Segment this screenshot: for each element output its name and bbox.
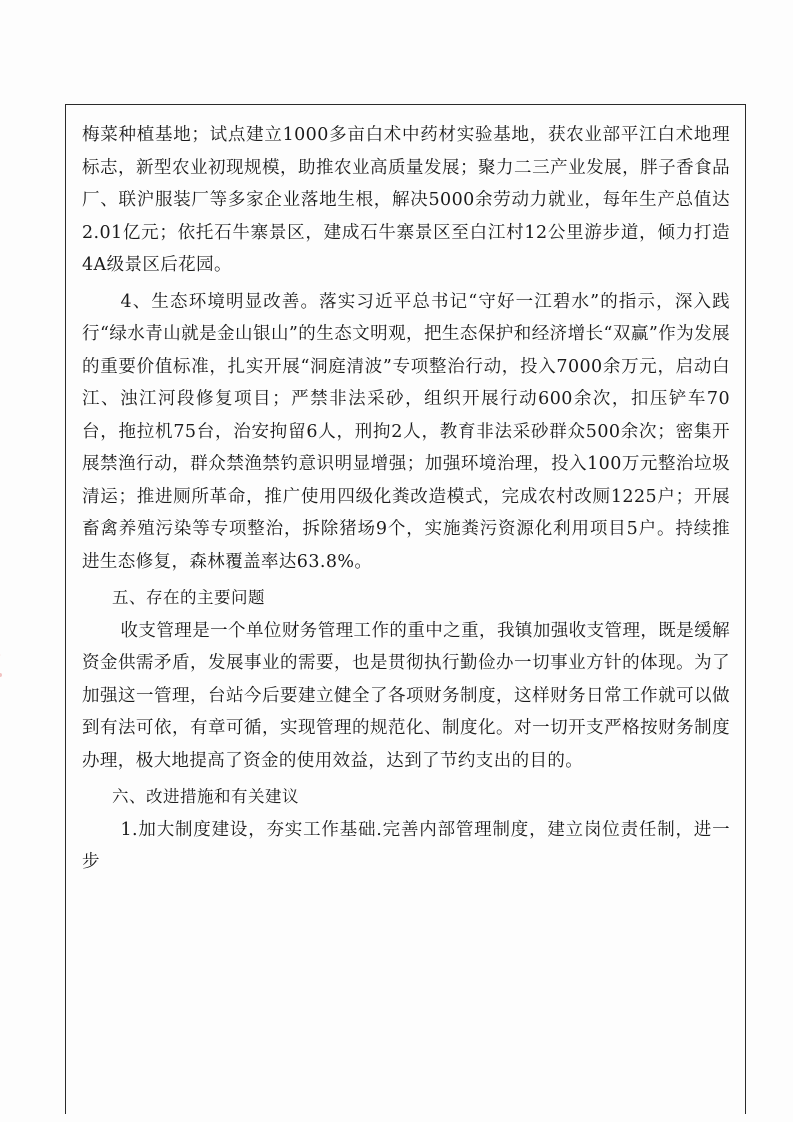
section-heading-measures: 六、改进措施和有关建议 [112, 787, 299, 806]
document-body [82, 119, 730, 879]
paragraph-measures: 1.加大制度建设，夯实工作基础.完善内部管理制度，建立岗位责任制，进一步 [82, 819, 730, 872]
seal-stamp-icon [0, 575, 40, 765]
document-frame [65, 104, 746, 1114]
paragraph-continued: 梅菜种植基地；试点建立1000多亩白术中药材实验基地，获农业部平江白术地理标志，新型农业初现规模，助推农业高质量发展；聚力二三产业发展，胖子香食品厂、联沪服装厂等多家企业落地生根，解决5000余劳动力就业，每年生产总值达2.01亿元；依托石牛寨景区，建成石牛寨景区至白江村12公里游步道，倾力打造4A级景区后花园。 [82, 125, 730, 275]
paragraph-problems: 收支管理是一个单位财务管理工作的重中之重，我镇加强收支管理，既是缓解资金供需矛盾，发展事业的需要，也是贯彻执行勤俭办一切事业方针的体现。为了加强这一管理，台站今后要建立健全了各项财务制度，这样财务日常工作就可以做到有法可依，有章可循，实现管理的规范化、制度化。对一切开支严格按财务制度办理，极大地提高了资金的使用效益，达到了节约支出的目的。 [82, 620, 730, 771]
paragraph-ecology: 4、生态环境明显改善。落实习近平总书记“守好一江碧水”的指示，深入践行“绿水青山就是金山银山”的生态文明观，把生态保护和经济增长“双赢”作为发展的重要价值标准，扎实开展“洞庭清波”专项整治行动，投入7000余万元，启动白江、浊江河段修复项目；严禁非法采砂，组织开展行动600余次，扣压铲车70台，拖拉机75台，治安拘留6人，刑拘2人，教育非法采砂群众500余次；密集开展禁渔行动，群众禁渔禁钓意识明显增强；加强环境治理，投入100万元整治垃圾清运；推进厕所革命，推广使用四级化粪改造模式，完成农村改厕1225户；开展畜禽养殖污染等专项整治，拆除猪场9个，实施粪污资源化利用项目5户。持续推进生态修复，森林覆盖率达63.8%。 [82, 291, 730, 572]
section-heading-problems: 五、存在的主要问题 [112, 588, 265, 607]
